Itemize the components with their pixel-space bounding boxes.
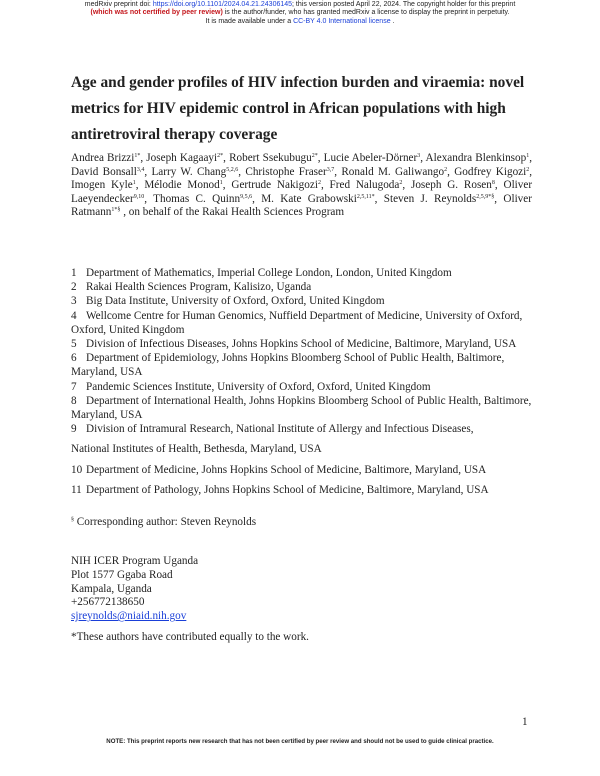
contact-block xyxy=(71,555,198,624)
author-name: Godfrey Kigozi xyxy=(454,165,527,178)
affiliation-number: 6 xyxy=(71,352,77,365)
author-separator: , xyxy=(320,179,330,191)
author-separator: , xyxy=(144,165,152,178)
affiliation-item xyxy=(71,442,536,456)
author-name: Lucie Abeler-Dörner xyxy=(323,152,418,164)
author-affiliation-sup: 1*§ xyxy=(111,207,121,213)
author-name: Robert Ssekubugu xyxy=(229,152,312,164)
affiliation-item xyxy=(71,266,536,280)
corresponding-author: § Corresponding author: Steven Reynolds xyxy=(71,516,257,528)
author-name: Steven J. Reynolds xyxy=(383,192,477,205)
author-separator: , xyxy=(529,152,533,164)
affiliation-number: 2 xyxy=(71,281,77,294)
author-affiliation-sup: 2 xyxy=(399,180,403,186)
author-separator: , xyxy=(374,192,384,205)
author-separator: , xyxy=(529,165,533,178)
author-name: Joseph G. Rosen xyxy=(410,179,492,191)
equal-contribution-note: *These authors have contributed equally to the work. xyxy=(71,631,309,643)
affiliation-text: Wellcome Centre for Human Genomics, Nuffield Department of Medicine, University of Oxford, Oxford, United Kingdom xyxy=(71,309,523,336)
author-affiliation-sup: 1* xyxy=(134,153,141,159)
author-name: David Bonsall xyxy=(71,165,137,178)
contact-address-1: Plot 1577 Ggaba Road xyxy=(71,568,173,581)
affiliation-number: 5 xyxy=(71,338,77,351)
paper-title: Age and gender profiles of HIV infection burden and viraemia: novel metrics for HIV epidemic control in African populations with high antiretroviral therapy coverage xyxy=(71,74,525,143)
doi-link[interactable]: https://doi.org/10.1101/2024.04.21.24306145 xyxy=(152,1,293,8)
affiliation-text: Department of Mathematics, Imperial College London, London, United Kingdom xyxy=(86,267,452,279)
author-affiliation-sup: 3,7 xyxy=(326,166,335,173)
affiliation-item xyxy=(71,422,536,436)
header-line-2: (which was not certified by peer review) is the author/funder, who has granted medRxiv a license to display the preprint in perpetuity. xyxy=(90,9,510,17)
author-separator: , xyxy=(317,152,324,164)
affiliation-text: Rakai Health Sciences Program, Kalisizo, Uganda xyxy=(86,281,312,294)
affiliation-item xyxy=(71,294,536,308)
affiliation-number: 8 xyxy=(71,394,77,407)
contact-phone: +256772138650 xyxy=(71,596,145,609)
contact-email-link[interactable]: sjreynolds@niaid.nih.gov xyxy=(71,610,187,623)
preprint-footer-note: NOTE: This preprint reports new research that has not been certified by peer review and should not be used to guide clinical practice. xyxy=(106,738,494,745)
author-separator: , xyxy=(334,165,342,178)
affiliation-text: Department of Medicine, Johns Hopkins School of Medicine, Baltimore, Maryland, USA xyxy=(86,463,487,476)
author-name: Fred Nalugoda xyxy=(329,179,400,191)
author-separator: , xyxy=(402,179,411,191)
affiliation-number: 9 xyxy=(71,423,77,436)
author-name: Christophe Fraser xyxy=(245,165,327,178)
author-name: Larry W. Chang xyxy=(151,165,227,178)
affiliation-item xyxy=(71,280,536,294)
affiliation-item xyxy=(71,337,536,351)
author-list-suffix: , on behalf of the Rakai Health Sciences Program xyxy=(123,206,345,218)
header-line-1: medRxiv preprint doi: https://doi.org/10.1101/2024.04.21.24306145; this version posted April 22, 2024. The copyright holder for this preprint xyxy=(84,1,516,8)
author-separator: , xyxy=(223,152,230,164)
affiliation-text: Department of Pathology, Johns Hopkins School of Medicine, Baltimore, Maryland, USA xyxy=(86,483,489,496)
affiliation-text: Big Data Institute, University of Oxford, Oxford, United Kingdom xyxy=(86,295,385,308)
author-list xyxy=(71,152,532,220)
author-affiliation-sup: 1 xyxy=(132,180,136,186)
affiliation-number: 10 xyxy=(71,463,83,476)
contact-org: NIH ICER Program Uganda xyxy=(71,555,199,567)
author-separator: , xyxy=(447,165,455,178)
author-affiliation-sup: 8 xyxy=(491,180,495,186)
contact-address-2: Kampala, Uganda xyxy=(71,582,152,595)
affiliation-text: Pandemic Sciences Institute, University of Oxford, Oxford, United Kingdom xyxy=(86,380,431,393)
affiliation-number: 1 xyxy=(71,267,77,279)
author-affiliation-sup: 2 xyxy=(317,180,321,186)
author-affiliation-sup: 9,10 xyxy=(133,193,145,200)
affiliation-list xyxy=(71,266,536,497)
author-name: M. Kate Grabowski xyxy=(261,192,357,205)
author-separator: , xyxy=(144,192,154,205)
affiliation-item xyxy=(71,483,536,497)
author-separator: , xyxy=(222,179,232,191)
affiliation-number: 7 xyxy=(71,380,77,393)
author-name: Imogen Kyle xyxy=(71,179,133,191)
author-affiliation-sup: 2 xyxy=(526,166,530,173)
affiliation-text: Department of Epidemiology, Johns Hopkins Bloomberg School of Public Health, Baltimore, Maryland, USA xyxy=(71,352,505,379)
header-line-3: It is made available under a CC-BY 4.0 International license . xyxy=(205,17,395,25)
author-affiliation-sup: 3,4 xyxy=(136,166,145,173)
author-name: Andrea Brizzi xyxy=(71,152,135,164)
affiliation-text: Division of Infectious Diseases, Johns Hopkins School of Medicine, Baltimore, Maryland, USA xyxy=(86,338,517,351)
affiliation-number: 11 xyxy=(71,483,82,496)
affiliation-text: National Institutes of Health, Bethesda, Maryland, USA xyxy=(71,443,322,456)
affiliation-item xyxy=(71,351,536,379)
affiliation-item xyxy=(71,309,536,337)
author-affiliation-sup: 2 xyxy=(444,166,448,173)
affiliation-item xyxy=(71,394,536,422)
author-affiliation-sup: 1 xyxy=(526,153,530,159)
affiliation-item xyxy=(71,380,536,394)
author-affiliation-sup: 2* xyxy=(217,153,224,159)
author-separator: , xyxy=(135,179,145,191)
author-name: Ronald M. Galiwango xyxy=(341,165,445,178)
affiliation-text: Division of Intramural Research, National Institute of Allergy and Infectious Diseases, xyxy=(86,423,474,436)
author-name: Oliver Ratmann xyxy=(71,192,532,218)
affiliation-text: Department of International Health, Johns Hopkins Bloomberg School of Public Health, Baltimore, Maryland, USA xyxy=(71,394,532,422)
author-affiliation-sup: 2,5,9*§ xyxy=(476,193,495,200)
affiliation-item xyxy=(71,463,536,477)
page-number: 1 xyxy=(522,716,528,728)
author-name: Mélodie Monod xyxy=(144,179,220,191)
author-affiliation-sup: 2* xyxy=(311,153,318,159)
author-affiliation-sup: 1 xyxy=(219,180,223,186)
author-separator: , xyxy=(140,152,147,164)
preprint-header xyxy=(0,1,600,26)
author-separator: , xyxy=(494,192,504,205)
author-affiliation-sup: 5,2,6 xyxy=(226,166,239,173)
affiliation-number: 3 xyxy=(71,295,77,308)
license-link[interactable]: CC-BY 4.0 International license xyxy=(293,17,391,25)
author-affiliation-sup: 3 xyxy=(417,153,421,159)
author-name: Thomas C. Quinn xyxy=(153,192,241,205)
affiliation-number: 4 xyxy=(71,309,77,322)
author-name: Gertrude Nakigozi xyxy=(231,179,318,191)
section-mark: § xyxy=(71,517,74,523)
author-separator: , xyxy=(252,192,262,205)
author-name: Alexandra Blenkinsop xyxy=(425,152,527,164)
author-separator: , xyxy=(494,179,504,191)
author-separator: , xyxy=(238,165,246,178)
author-affiliation-sup: 9,5,6 xyxy=(240,193,253,200)
author-separator: , xyxy=(420,152,426,164)
author-name: Joseph Kagaayi xyxy=(146,152,218,164)
author-affiliation-sup: 2,5,11* xyxy=(356,193,375,200)
peer-review-warning: (which was not certified by peer review) xyxy=(90,9,223,17)
author-name: Oliver Laeyendecker xyxy=(71,179,533,205)
